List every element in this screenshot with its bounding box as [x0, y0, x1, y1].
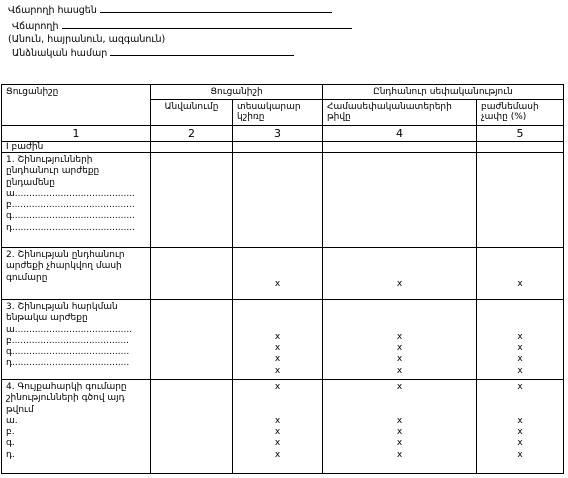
- name-hint-label: (Անուն, հայրանուն, ազգանուն): [8, 34, 166, 45]
- row2-mark-4: x: [323, 248, 477, 300]
- col-number-3: 3: [233, 126, 323, 142]
- payer-address-field[interactable]: [100, 4, 332, 13]
- row4-label: 4. Գույքահարկի գումարը շինությունների գծով այդ թվում ա. բ. գ. դ.: [2, 380, 151, 474]
- col-number-2: 2: [151, 126, 233, 142]
- personal-number-label: Անձնական համար: [12, 48, 108, 59]
- tax-table: [1, 84, 564, 474]
- sub-header-weight: տեսակարար կշիռը: [233, 100, 323, 126]
- payer-name-label: Վճարողի: [12, 21, 59, 32]
- payer-address-label: Վճարողի հասցեն: [8, 5, 97, 16]
- row3-cell-2[interactable]: [151, 300, 233, 380]
- section-label: I բաժին: [2, 142, 151, 153]
- table-row: [2, 380, 564, 474]
- row1-cell-5[interactable]: [477, 153, 564, 248]
- section-empty-2: [151, 142, 233, 153]
- row4-cell-2[interactable]: [151, 380, 233, 474]
- sub-header-name: Անվանումը: [151, 100, 233, 126]
- row1-cell-4[interactable]: [323, 153, 477, 248]
- row2-mark-5: x: [477, 248, 564, 300]
- personal-number-line: [12, 47, 294, 59]
- name-hint-line: [8, 34, 165, 45]
- col-number-5: 5: [477, 126, 564, 142]
- row3-label: 3. Շինության հարկման ենթակա արժեքը ա......................................... բ......................................... գ......................................... դ.........................................: [2, 300, 151, 380]
- sub-header-share: բաժնեմասի չափը (%): [477, 100, 564, 126]
- col-number-4: 4: [323, 126, 477, 142]
- row4-marks-3: x x x x x: [233, 380, 323, 474]
- row2-label: 2. Շինության ընդհանուր արժեքի չհարկվող մասի գումարը: [2, 248, 151, 300]
- row3-marks-4: x x x x: [323, 300, 477, 380]
- payer-name-line: [12, 20, 352, 32]
- column-numbers-row: [2, 126, 564, 142]
- row2-cell-2[interactable]: [151, 248, 233, 300]
- row3-marks-3: x x x x: [233, 300, 323, 380]
- personal-number-field[interactable]: [110, 47, 294, 56]
- col-number-1: 1: [2, 126, 151, 142]
- section-row: [2, 142, 564, 153]
- row4-marks-4: x x x x x: [323, 380, 477, 474]
- payer-name-field[interactable]: [62, 20, 352, 29]
- row1-cell-2[interactable]: [151, 153, 233, 248]
- row2-mark-3: x: [233, 248, 323, 300]
- section-empty-4: [323, 142, 477, 153]
- payer-address-line: [8, 4, 332, 16]
- sub-header-coowners: Համասեփականատերերի թիվը: [323, 100, 477, 126]
- col1-header: Ցուցանիշը: [2, 85, 151, 126]
- group1-header: Ցուցանիշի: [151, 85, 323, 100]
- table-row: [2, 153, 564, 248]
- header-row-1: [2, 85, 564, 100]
- row3-marks-5: x x x x: [477, 300, 564, 380]
- table-row: [2, 300, 564, 380]
- section-empty-3: [233, 142, 323, 153]
- row1-cell-3[interactable]: [233, 153, 323, 248]
- row4-marks-5: x x x x x: [477, 380, 564, 474]
- row1-label: 1. Շինությունների ընդհանուր արժեքը ընդամենը ա.......................................... բ........................................... գ........................................... դ...........................................: [2, 153, 151, 248]
- group2-header: Ընդհանուր սեփականություն: [323, 85, 564, 100]
- table-row: [2, 248, 564, 300]
- section-empty-5: [477, 142, 564, 153]
